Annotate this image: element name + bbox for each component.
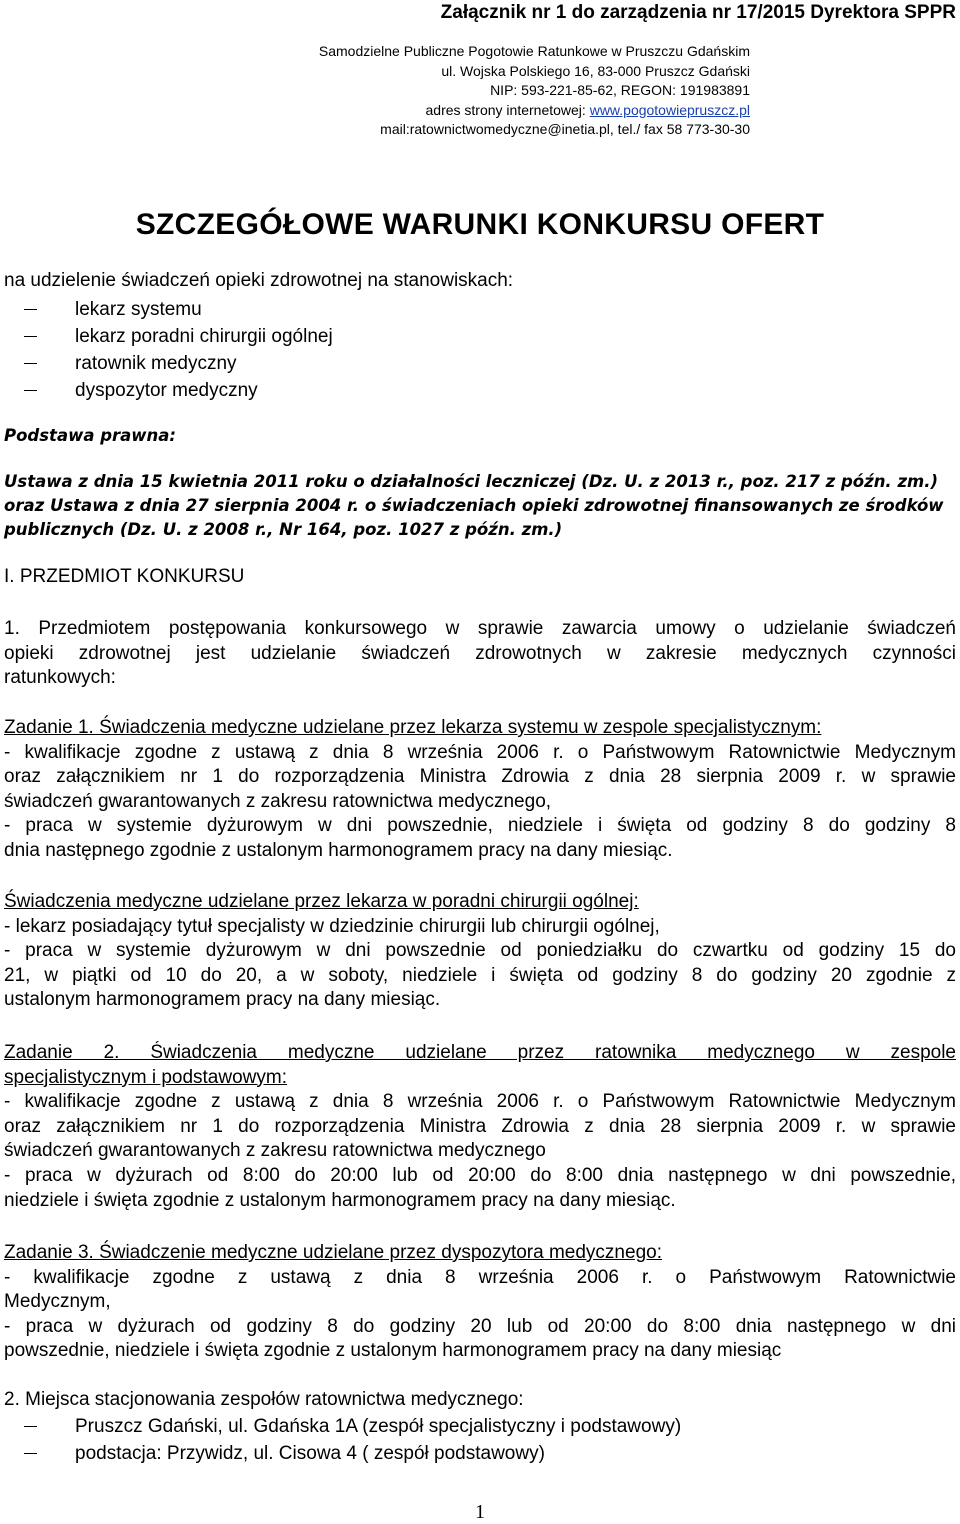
org-name: Samodzielne Publiczne Pogotowie Ratunkowe w Pruszczu Gdańskim	[318, 43, 750, 59]
website-link[interactable]: www.pogotowiepruszcz.pl	[589, 101, 750, 118]
contact-line: mail:ratownictwomedyczne@inetia.pl, tel./ fax 58 773-30-30	[380, 121, 750, 137]
website-label: adres strony internetowej:	[425, 101, 586, 118]
locations-title: 2. Miejsca stacjonowania zespołów ratownictwa medycznego:	[4, 1389, 524, 1410]
page-number: 1	[475, 1501, 485, 1523]
legal-basis-text: Ustawa z dnia 15 kwietnia 2011 roku o działalności leczniczej (Dz. U. z 2013 r., poz. 217 z późn. zm.) oraz Ustawa z dnia 27 sierpnia 2004 r. o świadczeniach opieki zdrowotnej finansowanych ze środków publicznych (Dz. U. z 2008 r., Nr 164, poz. 1027 z późn. zm.)	[4, 472, 944, 539]
website-line	[200, 101, 750, 121]
annex-title: Załącznik nr 1 do zarządzenia nr 17/2015 Dyrektora SPPR	[440, 2, 956, 23]
section-title: I. PRZEDMIOT KONKURSU	[4, 566, 245, 587]
positions-lead: na udzielenie świadczeń opieki zdrowotnej na stanowiskach:	[4, 270, 514, 291]
org-ids: NIP: 593-221-85-62, REGON: 191983891	[490, 82, 750, 98]
legal-basis-label: Podstawa prawna:	[4, 426, 177, 445]
task1-heading: Zadanie 1. Świadczenia medyczne udzielane przez lekarza systemu w zespole specjalistycznym:	[4, 717, 822, 738]
task1-section: Zadanie 1. Świadczenia medyczne udzielane przez lekarza systemu w zespole specjalistycznym: - kwalifikacje zgodne z ustawą z dnia 8 września 2006 r. o Państwowym Ratownictwie Medycznym oraz załącznikiem nr 1 do rozporządzenia Ministra Zdrowia z dnia 28 sierpnia 2009 r. w sprawie świadczeń gwarantowanych z zakresu ratownictwa medycznego, - praca w systemie dyżurowym w dni powszednie, niedziele i święta od godziny 8 do godziny 8 dnia następnego zgodnie z ustalonym harmonogramem pracy na dany miesiąc.	[4, 717, 956, 861]
list-item: lekarz poradni chirurgii ogólnej	[0, 323, 333, 350]
list-item: ratownik medyczny	[0, 350, 333, 377]
task2-section: Zadanie 2. Świadczenia medyczne udzielane przez ratownika medycznego w zespole specjalistycznym i podstawowym: - kwalifikacje zgodne z ustawą z dnia 8 września 2006 r. o Państwowym Ratownictwie Medycznym oraz załącznikiem nr 1 do rozporządzenia Ministra Zdrowia z dnia 28 sierpnia 2009 r. w sprawie świadczeń gwarantowanych z zakresu ratownictwa medycznego - praca w dyżurach od 8:00 do 20:00 lub od 20:00 do 8:00 dnia następnego w dni powszednie, niedziele i święta zgodnie z ustalonym harmonogramem pracy na dany miesiąc.	[4, 1042, 956, 1211]
positions-list	[0, 296, 333, 404]
intro-paragraph: 1. Przedmiotem postępowania konkursowego w sprawie zawarcia umowy o udzielanie świadczeń opieki zdrowotnej jest udzielanie świadczeń zdrowotnych w zakresie medycznych czynności ratunkowych:	[4, 618, 956, 689]
dash-bullet	[24, 363, 37, 364]
list-item: lekarz systemu	[0, 296, 333, 323]
document-title: SZCZEGÓŁOWE WARUNKI KONKURSU OFERT	[135, 208, 825, 241]
task3-section: Zadanie 3. Świadczenie medyczne udzielane przez dyspozytora medycznego: - kwalifikacje zgodne z ustawą z dnia 8 września 2006 r. o Państwowym Ratownictwie Medycznym, - praca w dyżurach od godziny 8 do godziny 20 lub od 20:00 do 8:00 dnia następnego w dni powszednie, niedziele i święta zgodnie z ustalonym harmonogramem pracy na dany miesiąc	[4, 1242, 956, 1362]
dash-bullet	[24, 309, 37, 310]
task3-heading: Zadanie 3. Świadczenie medyczne udzielane przez dyspozytora medycznego:	[4, 1242, 662, 1263]
org-address: ul. Wojska Polskiego 16, 83-000 Pruszcz Gdański	[441, 62, 750, 79]
task1b-heading: Świadczenia medyczne udzielane przez lekarza w poradni chirurgii ogólnej:	[4, 891, 639, 912]
list-item: podstacja: Przywidz, ul. Cisowa 4 ( zespół podstawowy)	[0, 1440, 681, 1467]
task2-heading: Zadanie 2. Świadczenia medyczne udzielane przez ratownika medycznego w zespole	[4, 1042, 956, 1063]
list-item: Pruszcz Gdański, ul. Gdańska 1A (zespół specjalistyczny i podstawowy)	[0, 1413, 681, 1440]
letterhead	[200, 42, 750, 140]
list-item: dyspozytor medyczny	[0, 377, 333, 404]
dash-bullet	[24, 336, 37, 337]
dash-bullet	[24, 1426, 37, 1427]
dash-bullet	[24, 1453, 37, 1454]
locations-list	[0, 1413, 681, 1467]
dash-bullet	[24, 390, 37, 391]
task1b-section: Świadczenia medyczne udzielane przez lekarza w poradni chirurgii ogólnej: - lekarz posiadający tytuł specjalisty w dziedzinie chirurgii lub chirurgii ogólnej, - praca w systemie dyżurowym w dni powszednie od poniedziałku do czwartku od godziny 15 do 21, w piątki od 10 do 20, a w soboty, niedziele i święta od godziny 8 do godziny 20 zgodnie z ustalonym harmonogramem pracy na dany miesiąc.	[4, 891, 956, 1011]
